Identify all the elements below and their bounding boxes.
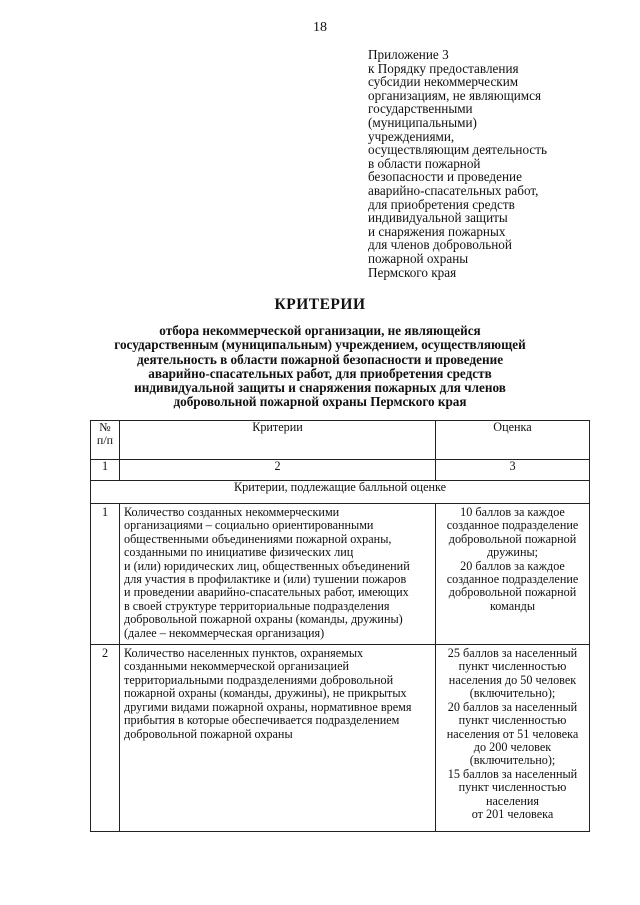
column-index-row [91, 460, 590, 481]
table-header-row [91, 421, 590, 460]
criteria-cell [120, 645, 436, 832]
appendix-line: безопасности и проведение [368, 169, 522, 185]
appendix-line: организациям, не являющимся [368, 87, 542, 103]
score-line: населения [485, 793, 540, 808]
criteria-line: другими видами пожарной охраны, нормативное время [124, 699, 412, 714]
score-line: 20 баллов за населенный [447, 699, 578, 714]
score-line: созданное подразделение [446, 572, 579, 587]
subtitle-line: добровольной пожарной охраны Пермского края [173, 394, 467, 410]
criteria-line: организациями – социально ориентированными [124, 518, 374, 533]
column-index-cell: 2 [120, 460, 436, 481]
document-subtitle [60, 324, 580, 410]
appendix-line: учреждениями, [368, 128, 455, 144]
score-line: дружины; [486, 545, 539, 560]
score-line: добровольной пожарной [448, 585, 577, 600]
row-number: 1 [91, 504, 120, 645]
score-line: 25 баллов за населенный [447, 646, 578, 661]
criteria-line: Количество населенных пунктов, охраняемых [124, 646, 364, 661]
appendix-block [368, 48, 598, 279]
score-line: населения до 50 человек [448, 672, 577, 687]
header-number-symbol: № [99, 420, 111, 434]
column-index-cell: 3 [436, 460, 590, 481]
score-line: созданное подразделение [446, 518, 579, 533]
criteria-line: прибытия в которые обеспечивается подразделением [124, 713, 400, 728]
score-line: пункт численностью [458, 780, 567, 795]
criteria-line: Количество созданных некоммерческими [124, 505, 340, 519]
criteria-line: в своей структуре территориальные подразделения [124, 598, 390, 613]
criteria-line: для участия в профилактике и (или) тушении пожаров [124, 572, 407, 587]
criteria-line: территориальными подразделениями добровольной [124, 672, 394, 687]
score-cell [436, 504, 590, 645]
header-number-abbr: п/п [96, 433, 114, 447]
score-line: (включительно); [469, 753, 556, 768]
appendix-line: и снаряжения пожарных [368, 223, 506, 239]
table-row [91, 645, 590, 832]
subtitle-line: деятельность в области пожарной безопасности и проведение [136, 351, 504, 367]
criteria-line: и проведении аварийно-спасательных работ, имеющих [124, 585, 409, 600]
criteria-line: и (или) юридических лиц, общественных объединений [124, 558, 410, 573]
score-line: пункт численностью [458, 713, 567, 728]
criteria-line: добровольной пожарной охраны [124, 726, 293, 741]
table-row [91, 504, 590, 645]
criteria-line: пожарной охраны (команды, дружины), не прикрытых [124, 686, 407, 701]
appendix-line: аварийно-спасательных работ, [368, 182, 539, 198]
appendix-line: пожарной охраны [368, 250, 469, 266]
score-cell [436, 645, 590, 832]
score-line: населения от 51 человека [446, 726, 579, 741]
row-number: 2 [91, 645, 120, 832]
appendix-line: в области пожарной [368, 155, 481, 171]
criteria-line: общественными объединениями пожарной охраны, [124, 531, 392, 546]
criteria-cell [120, 504, 436, 645]
appendix-line: к Порядку предоставления [368, 60, 519, 76]
score-line: 10 баллов за каждое [460, 505, 565, 519]
criteria-table [90, 420, 590, 832]
criteria-line: (далее – некоммерческая организация) [124, 625, 325, 640]
score-line: команды [489, 598, 536, 613]
score-line: (включительно); [469, 686, 556, 701]
appendix-line: субсидии некоммерческим [368, 74, 519, 90]
score-line: 20 баллов за каждое [460, 558, 565, 573]
page-number: 18 [313, 20, 327, 35]
appendix-line: государственными [368, 101, 473, 117]
appendix-line: осуществляющим деятельность [368, 142, 548, 158]
score-line: 15 баллов за населенный [447, 766, 578, 781]
document-title: КРИТЕРИИ [274, 296, 366, 313]
appendix-line: (муниципальными) [368, 114, 477, 130]
appendix-line: для членов добровольной [368, 237, 512, 253]
section-row [91, 481, 590, 504]
header-number-cell [91, 421, 120, 460]
score-line: от 201 человека [471, 806, 554, 821]
appendix-line: Приложение 3 [368, 47, 449, 62]
appendix-line: для приобретения средств [368, 196, 515, 212]
header-criteria-cell: Критерии [120, 421, 436, 460]
subtitle-line: аварийно-спасательных работ, для приобретения средств [148, 365, 492, 381]
score-line: пункт численностью [458, 659, 567, 674]
criteria-line: созданными некоммерческой организацией [124, 659, 349, 674]
criteria-line: добровольной пожарной охраны (команды, дружины) [124, 612, 403, 627]
subtitle-line: индивидуальной защиты и снаряжения пожарных для членов [134, 380, 506, 396]
column-index-cell: 1 [91, 460, 120, 481]
section-title: Критерии, подлежащие балльной оценке [91, 481, 590, 504]
appendix-line: Пермского края [368, 264, 457, 280]
subtitle-line: отбора некоммерческой организации, не являющейся [159, 323, 481, 338]
subtitle-line: государственным (муниципальным) учреждением, осуществляющей [114, 337, 526, 353]
score-line: добровольной пожарной [448, 531, 577, 546]
appendix-line: индивидуальной защиты [368, 210, 508, 226]
header-score-cell: Оценка [436, 421, 590, 460]
criteria-line: созданными по инициативе физических лиц [124, 545, 354, 560]
score-line: до 200 человек [473, 739, 552, 754]
